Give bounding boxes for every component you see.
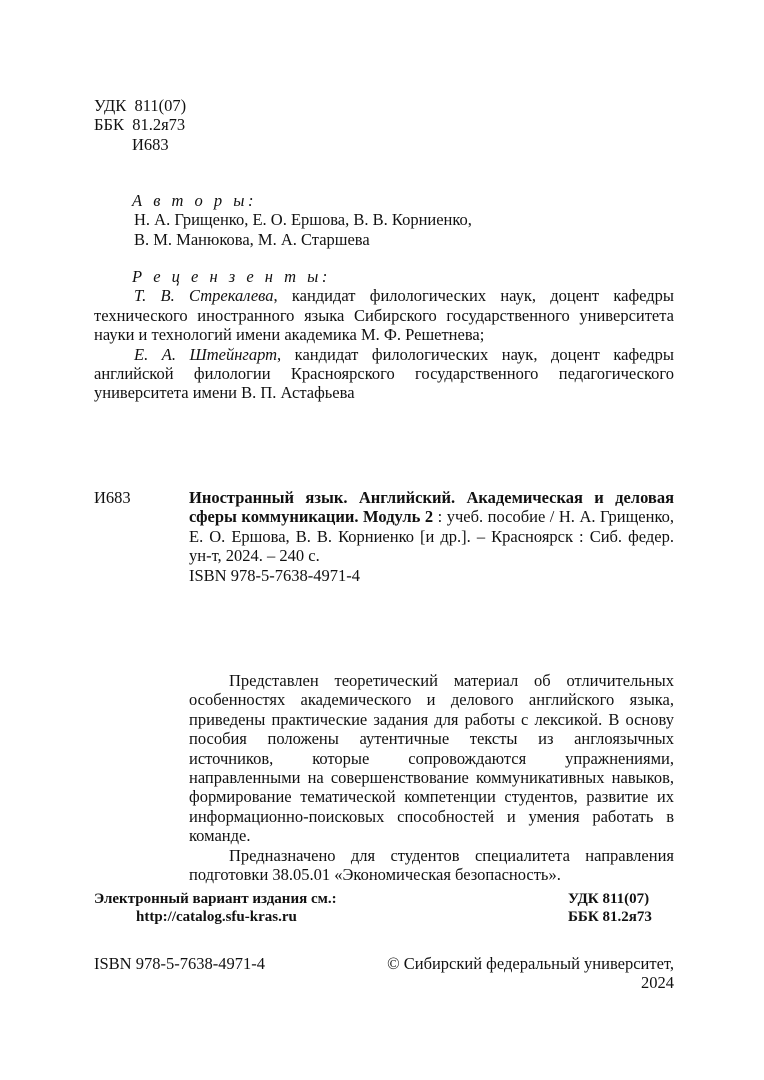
author-mark: И683 <box>132 134 169 154</box>
footer-udk: УДК 811(07) <box>568 891 650 907</box>
authors-line-1: Н. А. Грищенко, Е. О. Ершова, В. В. Корниенко, <box>134 210 472 230</box>
book-title: Иностранный язык. Английский. Академическая и деловая сферы коммуникации. Модуль 2 <box>189 488 674 527</box>
reviewer-description: , кандидат филологических наук, доцент кафедры технического иностранного языка Сибирского государственного университета науки и технологий имени академика М. Ф. Решетнева; <box>94 286 674 345</box>
reviewers-label: Р е ц е н з е н т ы: <box>132 267 331 286</box>
bbk-value: 81.2я73 <box>132 115 186 135</box>
edition-label: Электронный вариант издания см.: <box>94 891 337 907</box>
annotation-paragraph: Предназначено для студентов специалитета направления подготовки 38.05.01 «Экономическая безопасность». <box>189 845 674 885</box>
footer-codes <box>568 890 652 926</box>
catalog-entry <box>94 488 674 585</box>
authors-section <box>132 191 672 249</box>
reviewer-entry <box>94 286 674 344</box>
catalog-code: И683 <box>94 488 131 507</box>
footer-isbn: ISBN 978-5-7638-4971-4 <box>94 954 265 973</box>
reviewer-description: , кандидат филологических наук, доцент кафедры английской филологии Красноярского государственного педагогического университета имени В. П. Астафьева <box>94 344 674 403</box>
catalog-record <box>189 488 674 566</box>
reviewer-name: Е. А. Штейнгарт <box>134 344 278 364</box>
udk-value: 811(07) <box>134 96 187 115</box>
reviewer-name: Т. В. Стрекалева <box>134 286 274 306</box>
reviewers-section <box>94 267 674 403</box>
catalog-isbn: ISBN 978-5-7638-4971-4 <box>189 565 360 585</box>
bbk-row <box>94 115 186 134</box>
udk-row <box>94 96 186 115</box>
reviewer-entry <box>94 345 674 403</box>
annotation-paragraph: Представлен теоретический материал об отличительных особенностях академического и делового английского языка, приведены практические задания для работы с лексикой. В основу пособия положены аутентичные тексты из англоязычных источников, которые сопровождаются упражнениями, направленными на совершенствование коммуникативных навыков, формирование тематической компетенции студентов, развитие их информационно-поисковых способностей и умения работать в команде. <box>189 671 674 846</box>
udk-label: УДК <box>94 96 127 115</box>
annotation <box>189 671 674 884</box>
classification-codes <box>94 96 186 154</box>
footer-bbk: ББК 81.2я73 <box>568 909 652 925</box>
authors-label: А в т о р ы: <box>132 191 257 210</box>
copyright-notice: © Сибирский федеральный университет, 2024 <box>387 954 674 993</box>
authors-line-2: В. М. Манюкова, М. А. Старшева <box>134 229 370 249</box>
bbk-label: ББК <box>94 115 124 135</box>
book-description: : учеб. пособие / Н. А. Грищенко, Е. О. Ершова, В. В. Корниенко [и др.]. – Красноярск : Сиб. федер. ун-т, 2024. – 240 с. <box>189 507 674 566</box>
catalog-link[interactable]: http://catalog.sfu-kras.ru <box>136 909 297 925</box>
edition-info <box>94 890 337 926</box>
